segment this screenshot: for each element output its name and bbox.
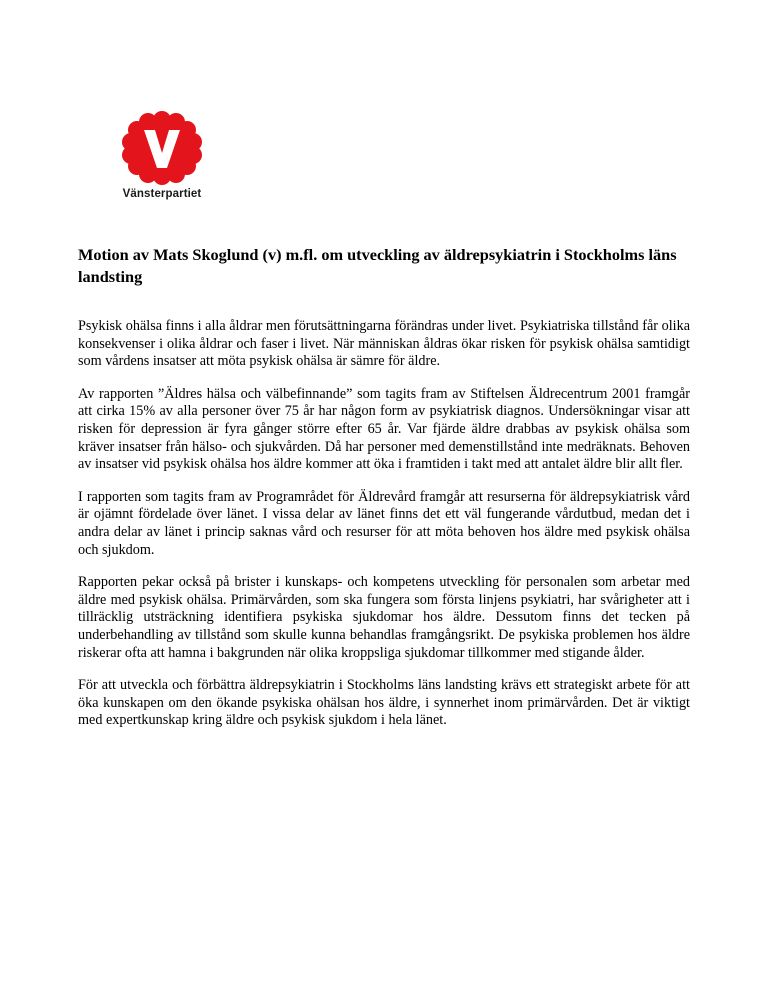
logo-wordmark: Vänsterpartiet <box>122 188 202 200</box>
paragraph: Av rapporten ”Äldres hälsa och välbefinnande” som tagits fram av Stiftelsen Äldrecentrum 2001 framgår att cirka 15% av alla personer över 75 år har någon form av psykiatrisk diagnos. Undersökningar visar att risken för depression är fyra gånger större efter 65 år. Var fjärde äldre drabbas av psykisk ohälsa som kräver insatser från hälso- och sjukvården. Då har personer med demenstillstånd inte medräknats. Behoven av insatser vid psykisk ohälsa hos äldre kommer att öka i framtiden i takt med att antalet äldre blir allt fler. <box>78 385 690 473</box>
document-body <box>78 318 690 745</box>
paragraph: För att utveckla och förbättra äldrepsykiatrin i Stockholms läns landsting krävs ett strategiskt arbete för att öka kunskapen om den ökande psykiska ohälsan hos äldre, i synnerhet inom primärvården. Det är viktigt med expertkunskap kring äldre och psykisk sjukdom i hela länet. <box>78 677 690 729</box>
vansterpartiet-carnation-v-icon <box>106 108 218 188</box>
paragraph: I rapporten som tagits fram av Programrådet för Äldrevård framgår att resurserna för äldrepsykiatrisk vård är ojämnt fördelade över länet. I vissa delar av länet finns det ett väl fungerande vårdutbud, medan det i andra delar av länet i princip saknas vård och resurser för att möta behoven hos äldre med psykisk ohälsa och sjukdom. <box>78 488 690 558</box>
paragraph: Rapporten pekar också på brister i kunskaps- och kompetens utveckling för personalen som arbetar med äldre med psykisk ohälsa. Primärvården, som ska fungera som första linjens psykiatri, har svårigheter att i tillräcklig utsträckning identifiera psykiska sjukdomar hos äldre. Dessutom finns det tecken på underbehandling av tillstånd som skulle kunna behandlas framgångsrikt. De psykiska problemen hos äldre riskerar ofta att hamna i bakgrunden när olika kroppsliga sjukdomar tillkommer med stigande ålder. <box>78 574 690 661</box>
document-title: Motion av Mats Skoglund (v) m.fl. om utveckling av äldrepsykiatrin i Stockholms läns landsting <box>78 245 677 286</box>
party-logo <box>106 108 218 204</box>
paragraph: Psykisk ohälsa finns i alla åldrar men förutsättningarna förändras under livet. Psykiatriska tillstånd får olika konsekvenser i olika åldrar och faser i livet. När människan åldras ökar risken för psykisk ohälsa samtidigt som vårdens insatser att möta psykisk ohälsa är sämre för äldre. <box>78 318 690 370</box>
